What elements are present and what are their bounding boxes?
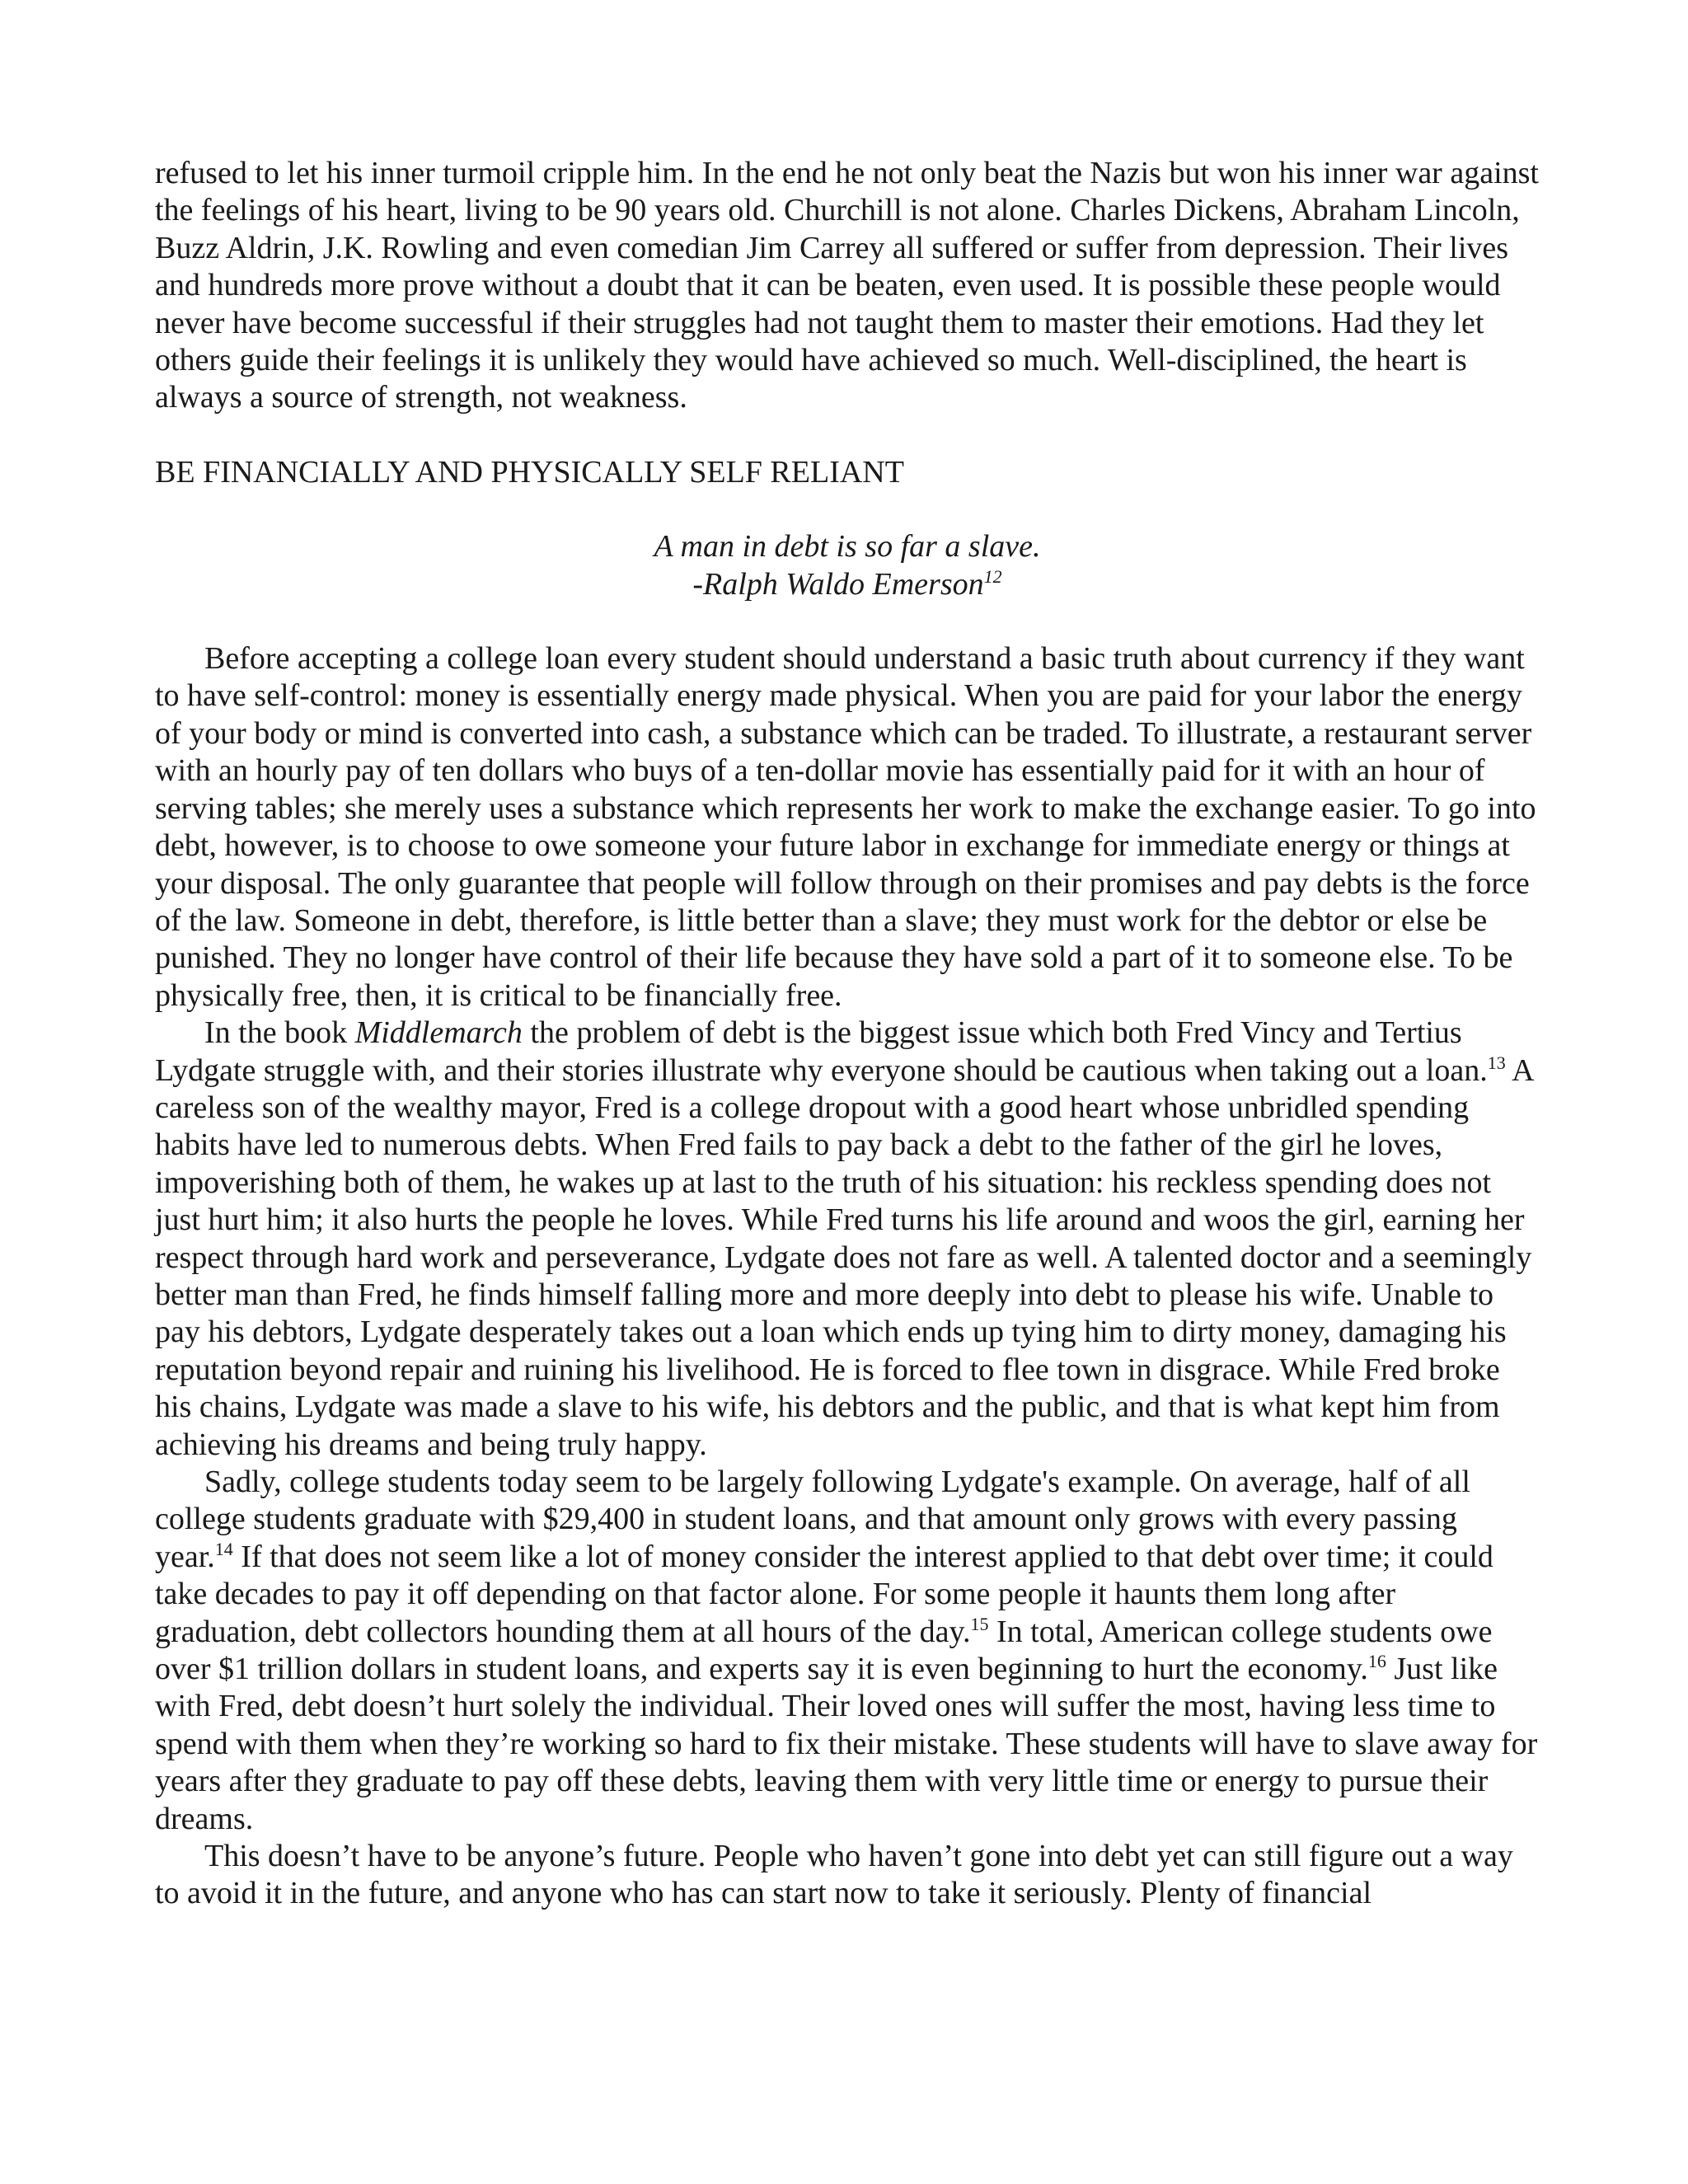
body-paragraph-money: Before accepting a college loan every student should understand a basic truth about currency if they want to have self-control: money is essentially energy made physical. When you are paid for your labor the energy of your body or mind is converted into cash, a substance which can be traded. To illustrate, a restaurant server with an hourly pay of ten dollars who buys of a ten-dollar movie has essentially paid for it with an hour of serving tables; she merely uses a substance which represents her work to make the exchange easier. To go into debt, however, is to choose to owe someone your future labor in exchange for immediate energy or things at your disposal. The only guarantee that people will follow through on their promises and pay debts is the force of the law. Someone in debt, therefore, is little better than a slave; they must work for the debtor or else be punished. They no longer have control of their life because they have sold a part of it to someone else. To be physically free, then, it is critical to be financially free. xyxy=(155,641,1536,1013)
section-heading: BE FINANCIALLY AND PHYSICALLY SELF RELIANT xyxy=(155,454,904,490)
paragraph-text: the problem of debt is the biggest issue which both Fred Vincy and Tertius Lydgate struggle with, and their stories illustrate why everyone should be cautious when taking out a loan. xyxy=(155,1015,1488,1088)
paragraph-text: In total, American college students owe over $1 trillion dollars in student loans, and experts say it is even beginning to hurt the economy. xyxy=(155,1614,1493,1687)
footnote-ref-15: 15 xyxy=(970,1613,989,1634)
body-paragraph-student-loans xyxy=(155,1464,1540,1838)
paragraph-text: Just like with Fred, debt doesn’t hurt solely the individual. Their loved ones will suffer the most, having less time to spend with them when they’re working so hard to fix their mistake. These students will have to slave away for years after they graduate to pay off these debts, leaving them with very little time or energy to pursue their dreams. xyxy=(155,1652,1538,1836)
book-title: Middlemarch xyxy=(354,1015,523,1051)
document-page xyxy=(155,155,1540,1913)
epigraph-quote: A man in debt is so far a slave. xyxy=(654,529,1041,565)
paragraph-text: A careless son of the wealthy mayor, Fred is a college dropout with a good heart whose unbridled spending habits have led to numerous debts. When Fred fails to pay back a debt to the father of the girl he loves, impoverishing both of them, he wakes up at last to the truth of his situation: his reckless spending does not just hurt him; it also hurts the people he loves. While Fred turns his life around and woos the girl, earning her respect through hard work and perseverance, Lydgate does not fare as well. A talented doctor and a seemingly better man than Fred, he finds himself falling more and more deeply into debt to please his wife. Unable to pay his debtors, Lydgate desperately takes out a loan which ends up tying him to dirty money, damaging his reputation beyond repair and ruining his livelihood. He is forced to flee town in disgrace. While Fred broke his chains, Lydgate was made a slave to his wife, his debtors and the public, and that is what kept him from achieving his dreams and being truly happy. xyxy=(155,1052,1533,1462)
epigraph-attribution-line xyxy=(155,566,1540,603)
footnote-ref-12: 12 xyxy=(983,565,1002,587)
body-paragraph-continued: refused to let his inner turmoil cripple him. In the end he not only beat the Nazis but won his inner war against the feelings of his heart, living to be 90 years old. Churchill is not alone. Charles Dickens, Abraham Lincoln, Buzz Aldrin, J.K. Rowling and even comedian Jim Carrey all suffered or suffer from depression. Their lives and hundreds more prove without a doubt that it can be beaten, even used. It is possible these people would never have become successful if their struggles had not taught them to master their emotions. Had they let others guide their feelings it is unlikely they would have achieved so much. Well-disciplined, the heart is always a source of strength, not weakness. xyxy=(155,156,1539,415)
footnote-ref-13: 13 xyxy=(1487,1052,1506,1073)
body-paragraph-middlemarch xyxy=(155,1015,1540,1464)
footnote-ref-14: 14 xyxy=(214,1538,233,1559)
paragraph-text: Sadly, college students today seem to be largely following Lydgate's example. On average, half of all college students graduate with $29,400 in student loans, and that amount only grows with every passing year. xyxy=(155,1465,1470,1574)
epigraph-attribution: -Ralph Waldo Emerson xyxy=(692,566,984,602)
paragraph-text: If that does not seem like a lot of money consider the interest applied to that debt over time; it could take decades to pay it off depending on that factor alone. For some people it haunts them long after graduation, debt collectors hounding them at all hours of the day. xyxy=(155,1539,1493,1649)
epigraph xyxy=(155,528,1540,603)
footnote-ref-16: 16 xyxy=(1367,1651,1386,1672)
body-paragraph-future: This doesn’t have to be anyone’s future. People who haven’t gone into debt yet can still figure out a way to avoid it in the future, and anyone who has can start now to take it seriously. Plenty of financial xyxy=(155,1839,1513,1911)
paragraph-lead: In the book xyxy=(204,1015,355,1051)
